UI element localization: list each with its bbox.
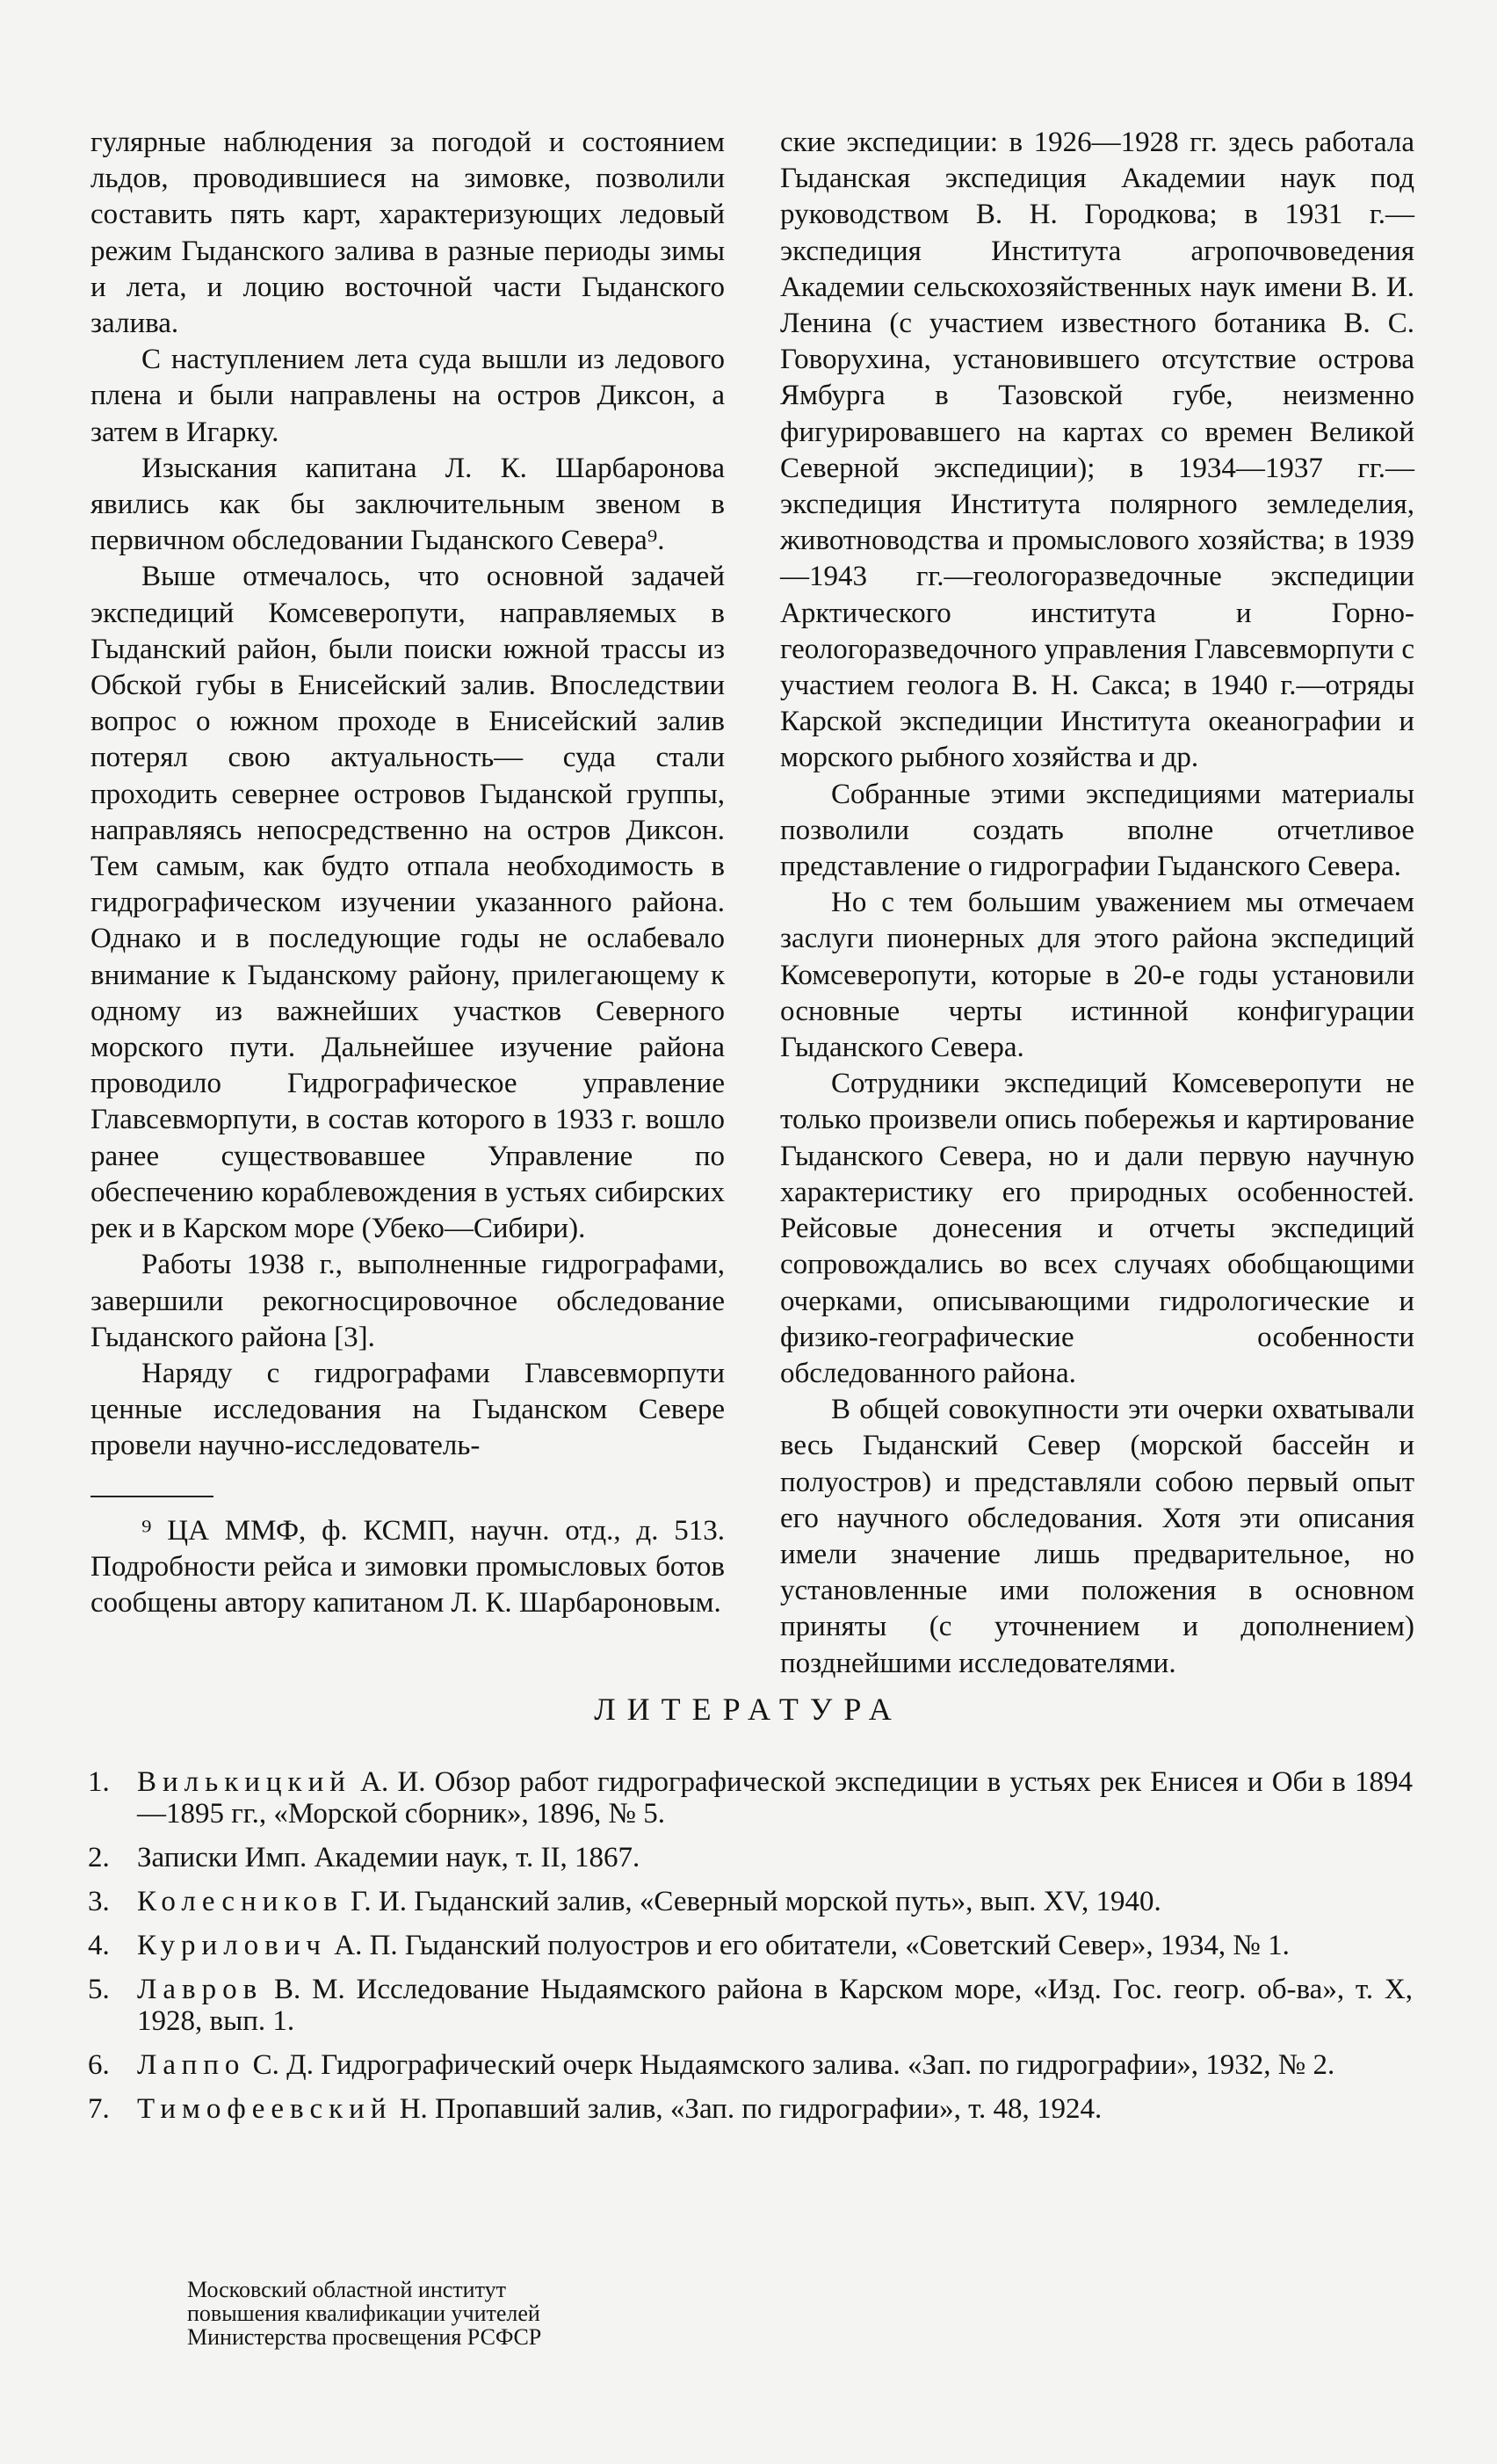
right-paragraph-5: В общей совокупности эти очерки охватывали весь Гыданский Север (морской бассейн и полуостров) и представляли собою первый опыт его научного обследования. Хотя эти описания имели значение лишь предварительное, но установленные ими положения в основном приняты (с уточнением и дополнением) позднейшими исследователями. [780,1394,1414,1679]
reference-number: 1. [88,1766,110,1798]
right-column [780,125,1414,1682]
reference-item [88,1886,1413,1917]
right-paragraph-1: ские экспедиции: в 1926—1928 гг. здесь работала Гыданская экспедиция Академии наук под руководством В. Н. Городкова; в 1931 г.—экспедиция Института агропочвоведения Академии сельскохозяйственных наук имени В. И. Ленина (с участием известного ботаника В. С. Говорухина, установившего отсутствие острова Ямбурга в Тазовской губе, неизменно фигурировавшего на картах со времен Великой Северной экспедиции); в 1934—1937 гг.—экспедиция Института полярного земледелия, животноводства и промыслового хозяйства; в 1939—1943 гг.—геологоразведочные экспедиции Арктического института и Горно-геологоразведочного управления Главсевморпути с участием геолога В. Н. Сакса; в 1940 г.—отряды Карской экспедиции Института океанографии и морского рыбного хозяйства и др. [780,127,1414,774]
reference-text: А. И. Обзор работ гидрографической экспедиции в устьях рек Енисея и Оби в 1894—1895 гг., «Морской сборник», 1896, № 5. [137,1766,1413,1830]
reference-number: 6. [88,2049,110,2081]
affiliation-line: Московский областной институт [187,2277,506,2302]
reference-author: Лавров [137,1974,264,2005]
footnote: ⁹ ЦА ММФ, ф. КСМП, научн. отд., д. 513. Подробности рейса и зимовки промысловых ботов сообщены автору капитаном Л. К. Шарбароновым. [90,1515,725,1620]
footnote-divider [90,1496,213,1497]
reference-text: Записки Имп. Академии наук, т. II, 1867. [137,1842,640,1873]
reference-number: 5. [88,1974,110,2005]
left-paragraph-6: Наряду с гидрографами Главсевморпути ценные исследования на Гыданском Севере провели научно-исследователь- [90,1357,725,1462]
left-paragraph-3: Изыскания капитана Л. К. Шарбаронова явились как бы заключительным звеном в первичном обследовании Гыданского Севера⁹. [90,452,725,557]
left-paragraph-5: Работы 1938 г., выполненные гидрографами, завершили рекогносцировочное обследование Гыданского района [3]. [90,1249,725,1353]
reference-number: 3. [88,1886,110,1917]
reference-author: Курилович [137,1930,327,1961]
reference-item [88,2049,1413,2081]
reference-item [88,1974,1413,2037]
reference-text: Г. И. Гыданский залив, «Северный морской путь», вып. XV, 1940. [343,1886,1161,1917]
left-paragraph-2: С наступлением лета суда вышли из ледового плена и были направлены на остров Диксон, а затем в Игарку. [90,344,725,448]
left-paragraph-1: гулярные наблюдения за погодой и состоянием льдов, проводившиеся на зимовке, позволили составить пять карт, характеризующих ледовый режим Гыданского залива в разные периоды зимы и лета, и лоцию восточной части Гыданского залива. [90,127,725,340]
reference-author: Вилькицкий [137,1766,351,1798]
reference-number: 7. [88,2093,110,2125]
reference-number: 2. [88,1842,110,1873]
reference-item [88,1930,1413,1961]
references-heading: ЛИТЕРАТУРА [594,1692,903,1727]
reference-author: Лаппо [137,2049,246,2081]
right-paragraph-2: Собранные этими экспедициями материалы позволили создать вполне отчетливое представление о гидрографии Гыданского Севера. [780,778,1414,883]
left-paragraph-4: Выше отмечалось, что основной задачей экспедиций Комсеверопути, направляемых в Гыданский район, были поиски южной трассы из Обской губы в Енисейский залив. Впоследствии вопрос о южном проходе в Енисейский залив потерял свою актуальность— суда стали проходить севернее островов Гыданской группы, направляясь непосредственно на остров Диксон. Тем самым, как будто отпала необходимость в гидрографическом изучении указанного района. Однако и в последующие годы не ослабевало внимание к Гыданскому району, прилегающему к одному из важнейших участков Северного морского пути. Дальнейшее изучение района проводило Гидрографическое управление Главсевморпути, в состав которого в 1933 г. вошло ранее существовавшее Управление по обеспечению кораблевождения в устьях сибирских рек и в Карском море (Убеко—Сибири). [90,561,725,1245]
affiliation-line: повышения квалификации учителей [187,2301,540,2326]
right-paragraph-4: Сотрудники экспедиций Комсеверопути не только произвели опись побережья и картирование Гыданского Севера, но и дали первую научную характеристику его природных особенностей. Рейсовые донесения и отчеты экспедиций сопровождались во всех случаях обобщающими очерками, описывающими гидрологические и физико-географические особенности обследованного района. [780,1068,1414,1389]
reference-item [88,2093,1413,2125]
right-paragraph-3: Но с тем большим уважением мы отмечаем заслуги пионерных для этого района экспедиций Комсеверопути, которые в 20-е годы установили основные черты истинной конфигурации Гыданского Севера. [780,887,1414,1064]
references-list [88,1766,1413,2137]
reference-item [88,1766,1413,1830]
reference-text: С. Д. Гидрографический очерк Ныдаямского залива. «Зап. по гидрографии», 1932, № 2. [245,2049,1335,2081]
reference-item [88,1842,1413,1873]
affiliation-line: Министерства просвещения РСФСР [187,2324,542,2350]
reference-text: А. П. Гыданский полуостров и его обитатели, «Советский Север», 1934, № 1. [327,1930,1290,1961]
reference-number: 4. [88,1930,110,1961]
author-affiliation [187,2278,541,2349]
reference-author: Колесников [137,1886,344,1917]
reference-text: В. М. Исследование Ныдаямского района в Карском море, «Изд. Гос. геогр. об-ва», т. X, 1928, вып. 1. [137,1974,1413,2037]
left-column [90,125,725,1465]
reference-author: Тимофеевский [137,2093,393,2125]
reference-text: Н. Пропавший залив, «Зап. по гидрографии», т. 48, 1924. [392,2093,1103,2125]
